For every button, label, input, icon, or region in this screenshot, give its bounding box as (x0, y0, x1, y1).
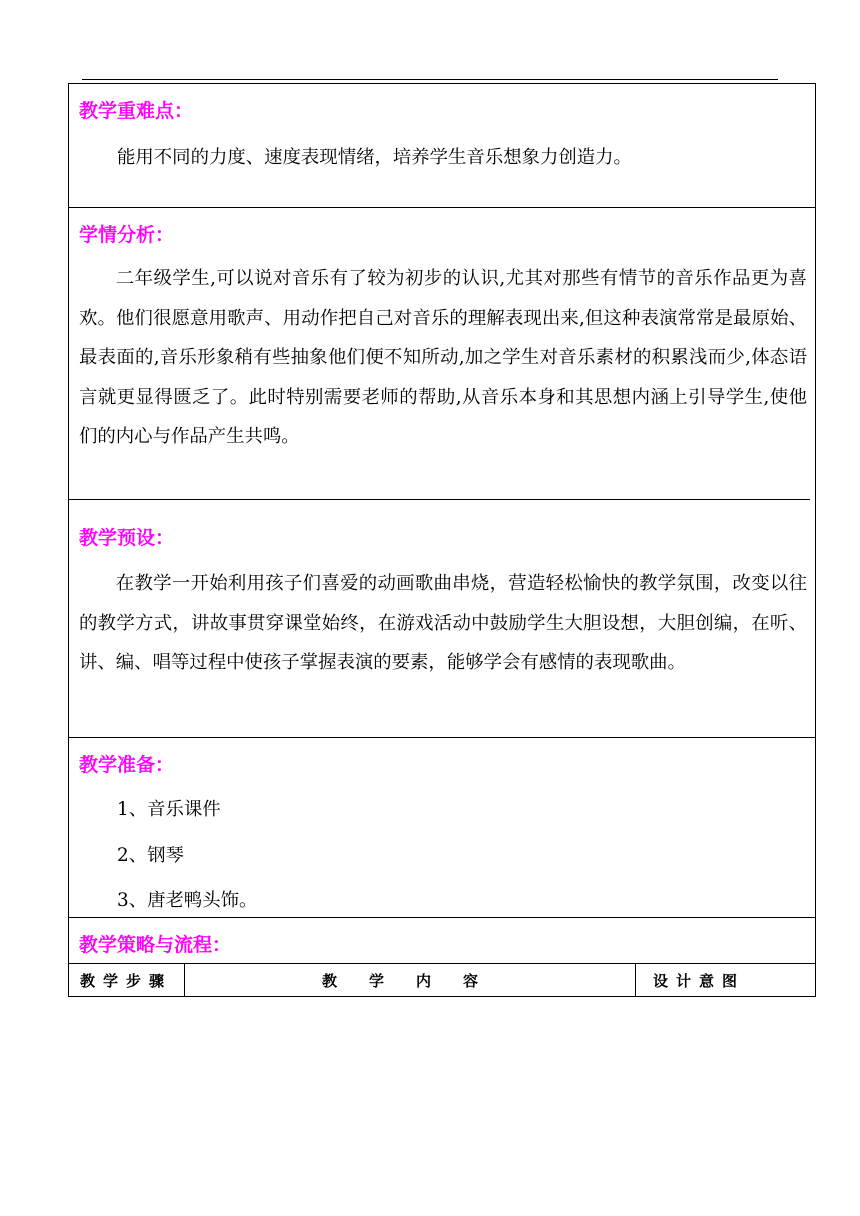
table-header-row (69, 964, 815, 997)
preparation-heading: 教学准备： (79, 754, 175, 776)
section-key-points (69, 84, 815, 208)
column-header-steps: 教学步骤 (69, 964, 185, 996)
teaching-plan-text: 在教学一开始利用孩子们喜爱的动画歌曲串烧，营造轻松愉快的教学氛围，改变以往的教学方式，讲故事贯穿课堂始终，在游戏活动中鼓励学生大胆设想，大胆创编，在听、讲、编、唱等过程中使孩子掌握表演的要素，能够学会有感情的表现歌曲。 (79, 573, 807, 673)
lesson-plan-table (68, 83, 816, 997)
section-preparation (69, 738, 815, 918)
preparation-item: 3、唐老鸭头饰。 (117, 890, 258, 911)
preparation-item: 1、音乐课件 (117, 799, 221, 820)
preparation-item: 2、钢琴 (117, 845, 184, 866)
key-points-heading: 教学重难点： (79, 100, 194, 122)
header-rule (82, 79, 778, 80)
section-student-analysis (69, 208, 815, 500)
strategy-heading: 教学策略与流程： (79, 934, 232, 956)
column-header-intent: 设计意图 (653, 971, 746, 990)
column-header-content: 教学内容 (185, 964, 636, 996)
student-analysis-heading: 学情分析： (79, 224, 175, 246)
teaching-plan-heading: 教学预设： (79, 527, 175, 549)
key-points-text: 能用不同的力度、速度表现情绪，培养学生音乐想象力创造力。 (117, 147, 632, 168)
section-teaching-plan (69, 500, 815, 738)
student-analysis-text: 二年级学生,可以说对音乐有了较为初步的认识,尤其对那些有情节的音乐作品更为喜欢。他们很愿意用歌声、用动作把自己对音乐的理解表现出来,但这种表演常常是最原始、最表面的,音乐形象稍有些抽象他们便不知所动,加之学生对音乐素材的积累浅而少,体态语言就更显得匮乏了。此时特别需要老师的帮助,从音乐本身和其思想内涵上引导学生,使他们的内心与作品产生共鸣。 (79, 268, 807, 447)
section-strategy (69, 918, 815, 964)
